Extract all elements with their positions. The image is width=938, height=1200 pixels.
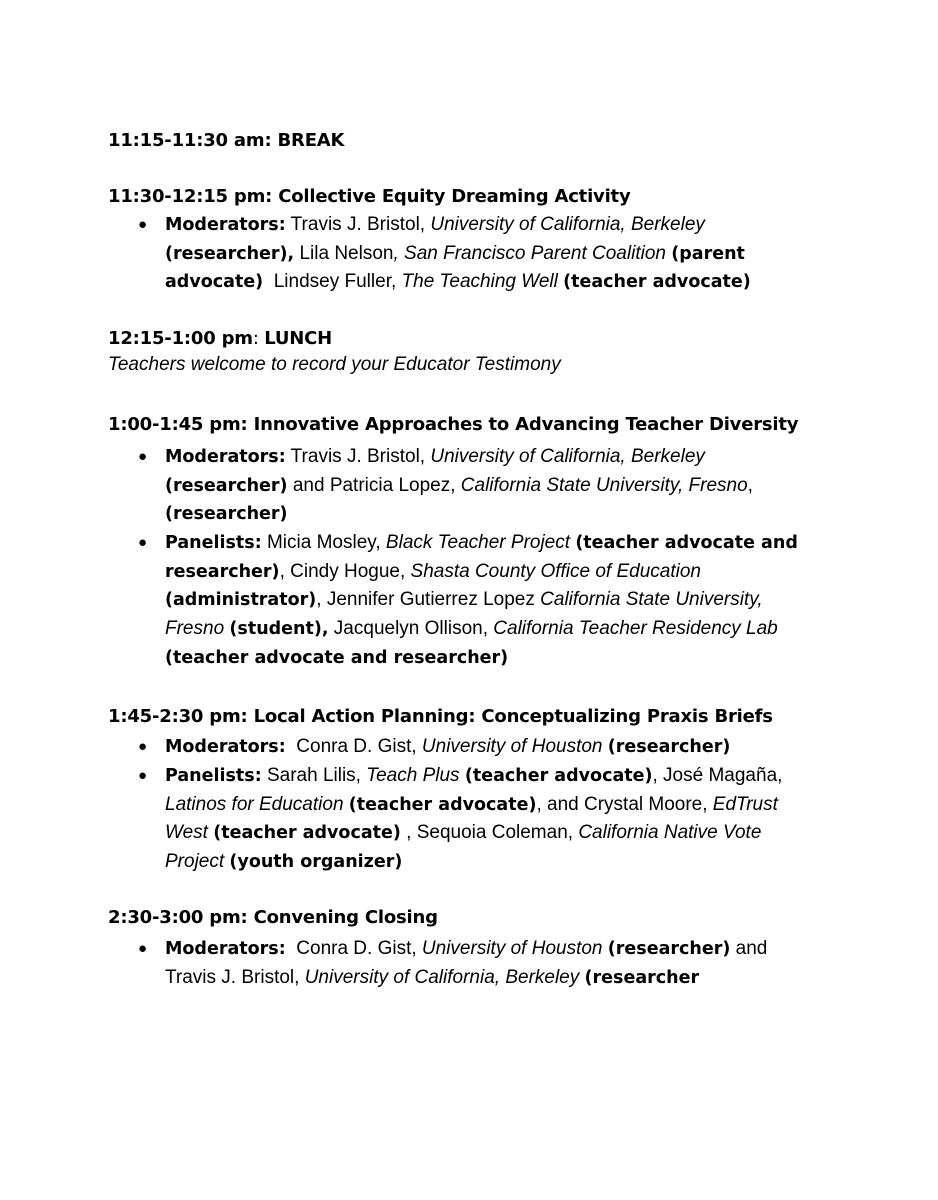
bullet-icon: ● — [138, 738, 148, 755]
bullet-icon: ● — [138, 940, 148, 957]
session-heading-closing: 2:30-3:00 pm: Convening Closing — [108, 907, 438, 928]
session-heading-break: 11:15-11:30 am: BREAK — [108, 130, 345, 151]
session-heading-lunch: 12:15-1:00 pm: LUNCH — [108, 328, 333, 349]
bullet-icon: ● — [138, 767, 148, 784]
session-heading-innovative: 1:00-1:45 pm: Innovative Approaches to Advancing Teacher Diversity — [108, 414, 799, 435]
bullet-icon: ● — [138, 534, 148, 551]
bullet-icon: ● — [138, 448, 148, 465]
moderators-bullet: ● Moderators: Travis J. Bristol, University of California, Berkeley (researcher), Lila Nelson, San Francisco Parent Coalition (parent advocate) Lindsey Fuller, The Teaching Well (teacher advocate) — [165, 211, 855, 297]
moderators-bullet: ● Moderators: Travis J. Bristol, University of California, Berkeley (researcher) and Patricia Lopez, California State University, Fresno, (researcher) — [165, 443, 855, 529]
bullet-icon: ● — [138, 216, 148, 233]
session-heading-dreaming: 11:30-12:15 pm: Collective Equity Dreaming Activity — [108, 186, 631, 207]
moderators-bullet: ● Moderators: Conra D. Gist, University of Houston (researcher) — [165, 733, 855, 762]
moderators-bullet: ● Moderators: Conra D. Gist, University of Houston (researcher) and Travis J. Bristol, University of California, Berkeley (researcher — [165, 935, 855, 992]
session-note: Teachers welcome to record your Educator Testimony — [108, 354, 561, 375]
panelists-bullet: ● Panelists: Micia Mosley, Black Teacher Project (teacher advocate and researcher), Cindy Hogue, Shasta County Office of Education (administrator), Jennifer Gutierrez Lopez California State University, Fresno (student), Jacquelyn Ollison, California Teacher Residency Lab (teacher advocate and researcher) — [165, 529, 855, 673]
session-heading-local-action: 1:45-2:30 pm: Local Action Planning: Conceptualizing Praxis Briefs — [108, 706, 773, 727]
panelists-bullet: ● Panelists: Sarah Lilis, Teach Plus (teacher advocate), José Magaña, Latinos for Education (teacher advocate), and Crystal Moore, EdTrust West (teacher advocate) , Sequoia Coleman, California Native Vote Project (youth organizer) — [165, 762, 855, 877]
